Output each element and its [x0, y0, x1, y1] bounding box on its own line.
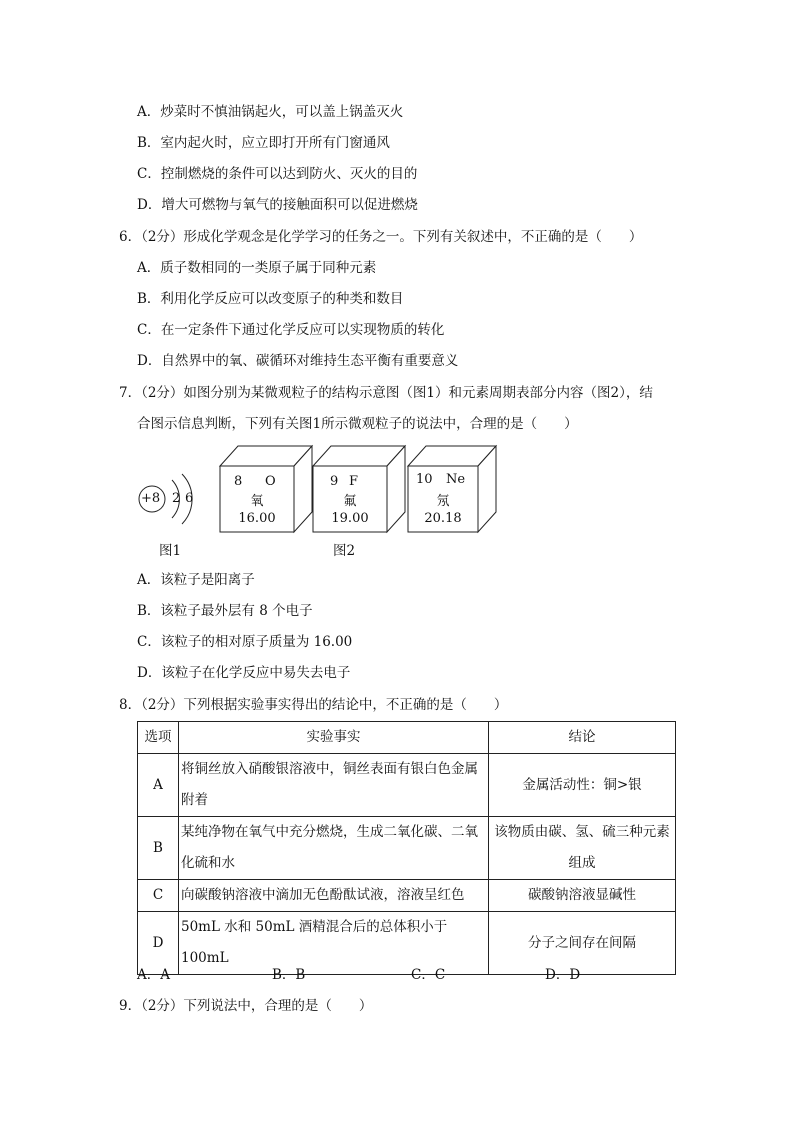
q6-option-a: A．质子数相同的一类原子属于同种元素 — [137, 260, 377, 276]
q8-answer-c: C．C — [411, 967, 446, 983]
row-fact-line1: 将铜丝放入硝酸银溶液中，铜丝表面有银白色金属 — [181, 761, 478, 777]
table-row — [138, 754, 676, 817]
row-fact-line2: 化硫和水 — [181, 855, 235, 871]
q5-option-c: C．控制燃烧的条件可以达到防火、灭火的目的 — [137, 166, 418, 182]
q8-answer-d: D．D — [545, 967, 581, 983]
q7-stem-line2: 合图示信息判断，下列有关图1所示微观粒子的说法中，合理的是（ ） — [137, 416, 578, 432]
q6-option-d: D．自然界中的氧、碳循环对维持生态平衡有重要意义 — [137, 353, 459, 369]
periodic-table-figure — [218, 444, 498, 534]
element-ne-name: 氖 — [436, 494, 450, 509]
element-f-name: 氟 — [343, 494, 357, 509]
row-conclusion-line1: 该物质由碳、氢、硫三种元素 — [494, 824, 670, 840]
row-conclusion: 碳酸钠溶液显碱性 — [489, 880, 676, 912]
element-ne-number: 10 — [416, 472, 433, 487]
row-fact: 50mL 水和 50mL 酒精混合后的总体积小于 100mL — [179, 912, 489, 975]
q7-option-a: A．该粒子是阳离子 — [137, 572, 255, 588]
q5-option-b: B．室内起火时，应立即打开所有门窗通风 — [137, 135, 390, 151]
element-ne-mass: 20.18 — [424, 511, 462, 526]
figure-2-label: 图2 — [333, 543, 356, 559]
table-row — [138, 880, 676, 912]
row-conclusion — [489, 817, 676, 880]
atom-structure-diagram — [130, 468, 210, 530]
q7-option-d: D．该粒子在化学反应中易失去电子 — [137, 665, 351, 681]
q7-option-b: B．该粒子最外层有 8 个电子 — [137, 603, 313, 619]
element-f-mass: 19.00 — [331, 511, 369, 526]
q6-option-c: C．在一定条件下通过化学反应可以实现物质的转化 — [137, 322, 445, 338]
row-option: D — [138, 912, 179, 975]
row-option: B — [138, 817, 179, 880]
q6-stem: 6．（2分）形成化学观念是化学学习的任务之一。下列有关叙述中，不正确的是（ ） — [119, 229, 643, 245]
experiment-table — [137, 721, 676, 975]
element-o-mass: 16.00 — [238, 511, 276, 526]
q8-answer-a: A．A — [137, 967, 170, 983]
q5-option-a: A．炒菜时不慎油锅起火，可以盖上锅盖灭火 — [137, 104, 404, 120]
shell-2-electrons: 6 — [185, 491, 194, 506]
figure-1-label: 图1 — [159, 543, 182, 559]
header-conclusion: 结论 — [489, 722, 676, 754]
row-option: A — [138, 754, 179, 817]
q5-option-d: D．增大可燃物与氧气的接触面积可以促进燃烧 — [137, 197, 418, 213]
nucleus-charge: +8 — [141, 491, 161, 506]
row-conclusion: 金属活动性：铜>银 — [489, 754, 676, 817]
element-o-symbol: O — [265, 474, 276, 489]
header-fact: 实验事实 — [179, 722, 489, 754]
row-fact: 向碳酸钠溶液中滴加无色酚酞试液，溶液呈红色 — [179, 880, 489, 912]
element-o-name: 氧 — [250, 494, 264, 509]
element-f-number: 9 — [330, 474, 339, 489]
row-fact-line1: 某纯净物在氧气中充分燃烧，生成二氧化碳、二氧 — [181, 824, 478, 840]
header-option: 选项 — [138, 722, 179, 754]
q6-option-b: B．利用化学反应可以改变原子的种类和数目 — [137, 291, 404, 307]
q9-stem: 9．（2分）下列说法中，合理的是（ ） — [119, 998, 373, 1014]
table-row — [138, 912, 676, 975]
q7-option-c: C．该粒子的相对原子质量为 16.00 — [137, 634, 353, 650]
q7-stem-line1: 7．（2分）如图分别为某微观粒子的结构示意图（图1）和元素周期表部分内容（图2），结 — [119, 385, 653, 401]
table-row — [138, 817, 676, 880]
row-conclusion: 分子之间存在间隔 — [489, 912, 676, 975]
element-f-symbol: F — [349, 474, 359, 489]
row-option: C — [138, 880, 179, 912]
table-header-row — [138, 722, 676, 754]
row-fact — [179, 754, 489, 817]
row-fact-line2: 附着 — [181, 792, 208, 808]
row-fact — [179, 817, 489, 880]
element-ne-symbol: Ne — [446, 472, 466, 487]
q8-stem: 8．（2分）下列根据实验事实得出的结论中，不正确的是（ ） — [119, 697, 508, 713]
shell-1-electrons: 2 — [172, 491, 181, 506]
element-o-number: 8 — [234, 474, 243, 489]
row-conclusion-line2: 组成 — [568, 855, 596, 871]
q8-answer-b: B．B — [272, 967, 306, 983]
